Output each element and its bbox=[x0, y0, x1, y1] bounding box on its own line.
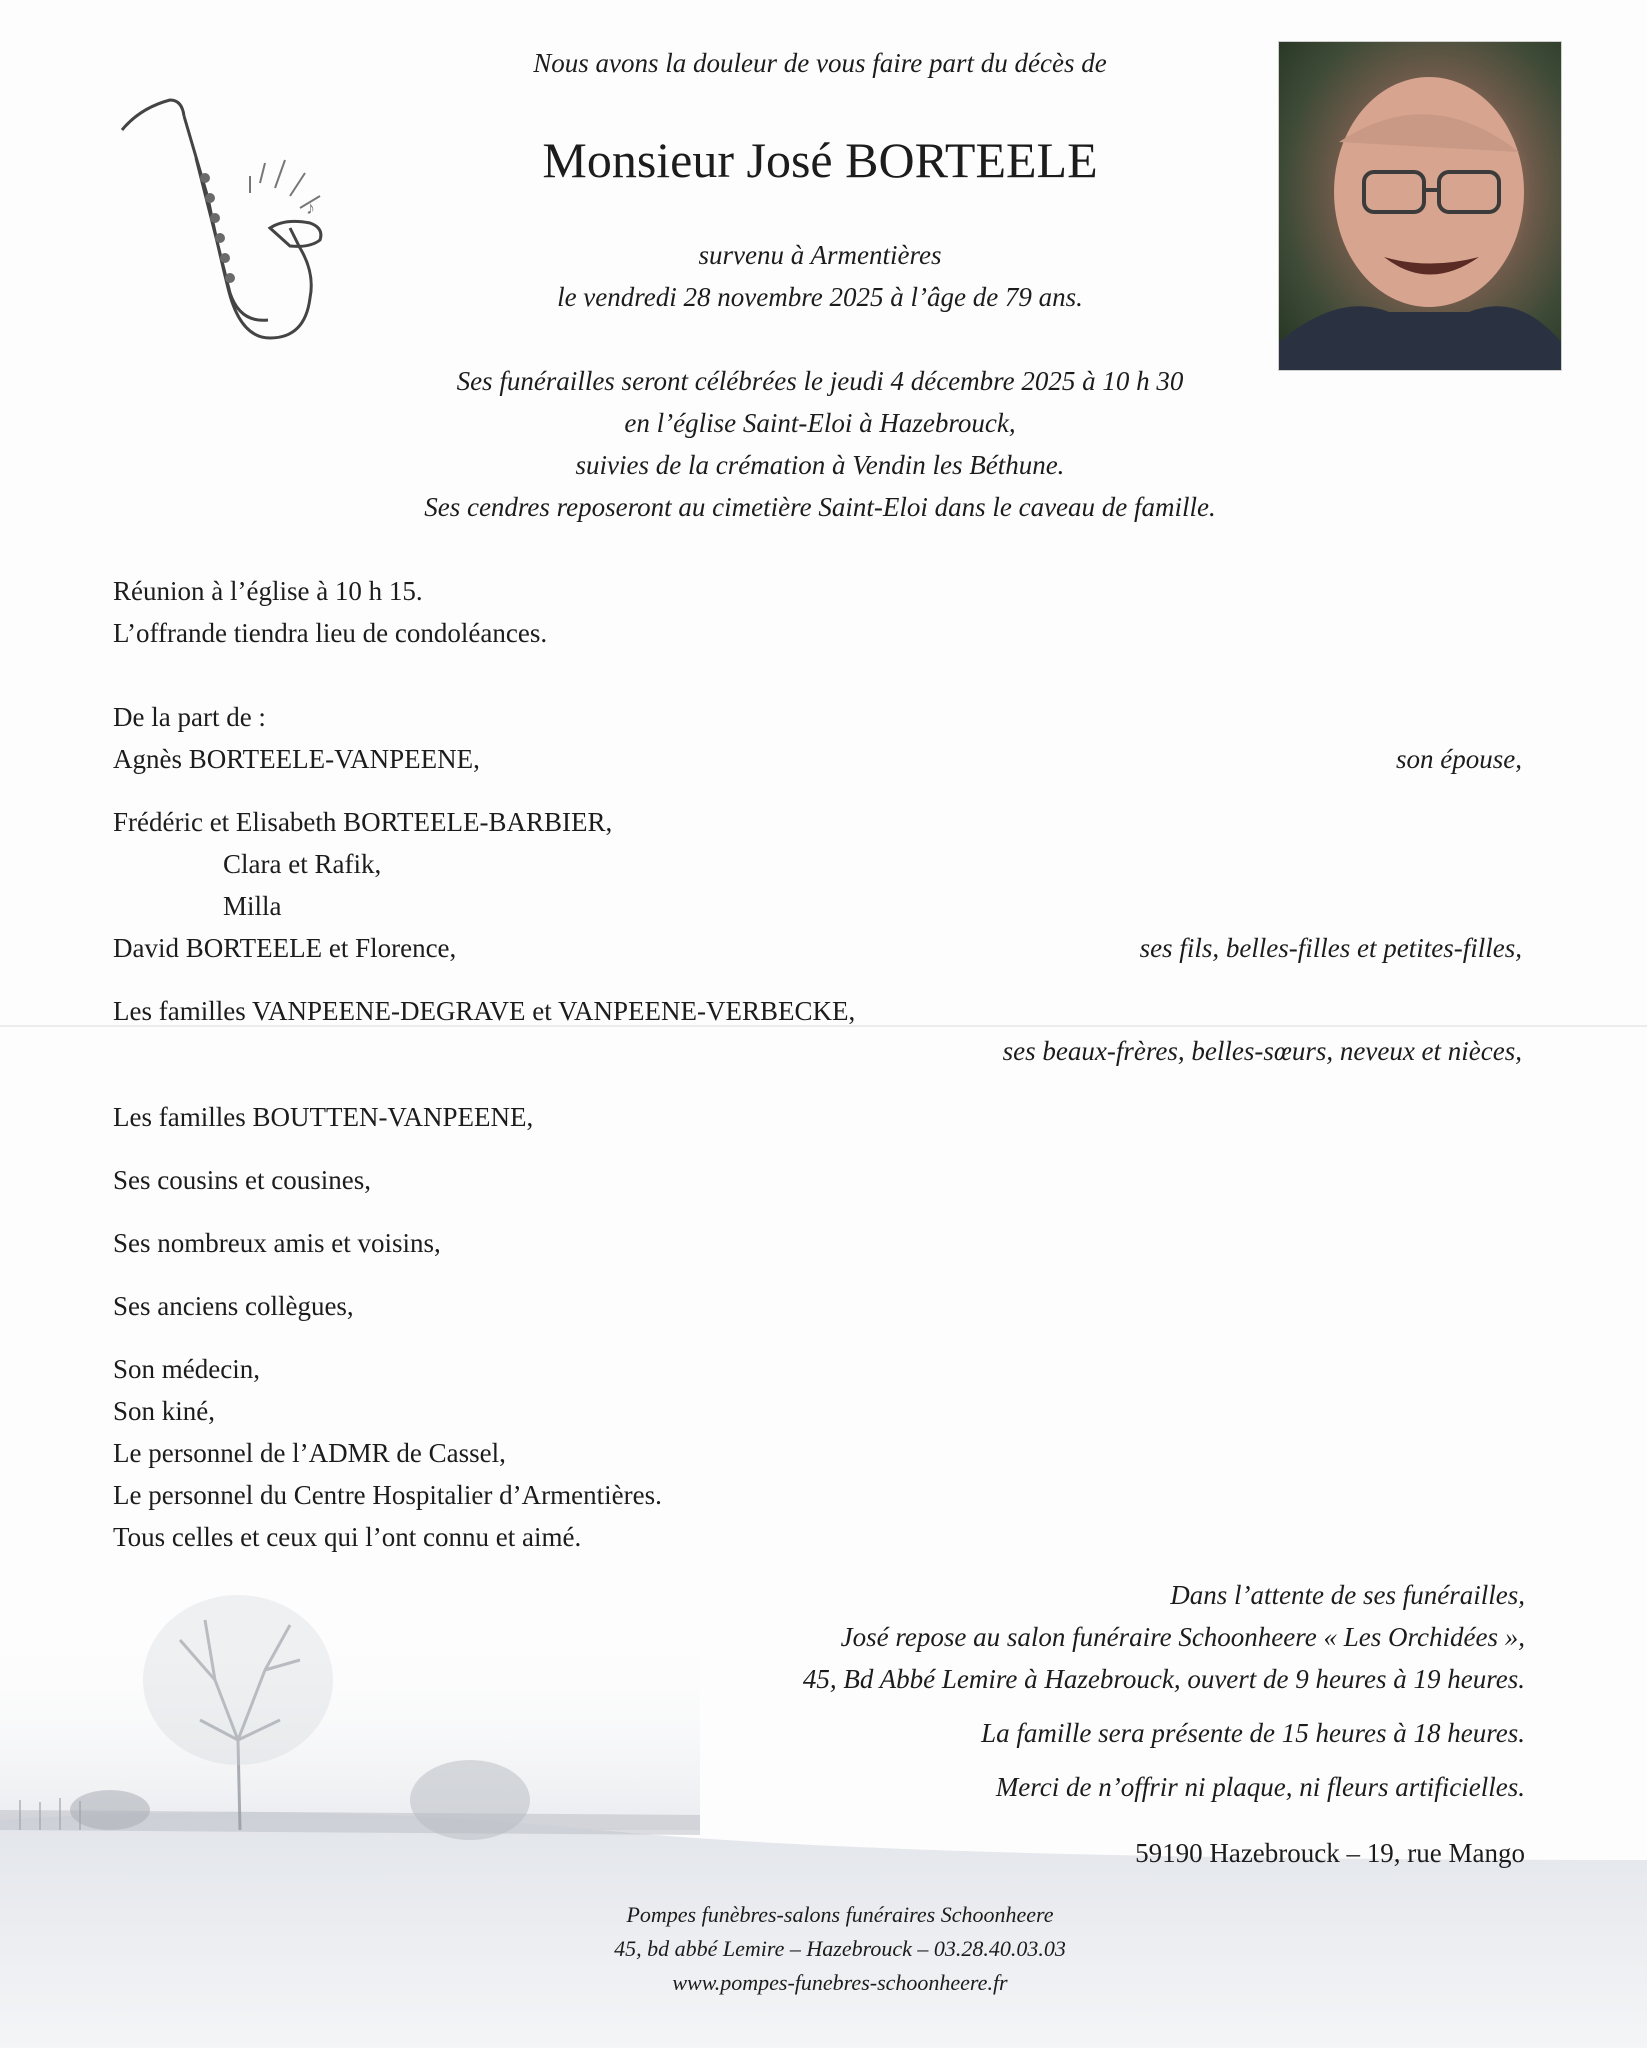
notice-line: José repose au salon funéraire Schoonheere « Les Orchidées », bbox=[840, 1622, 1525, 1652]
family-line: Clara et Rafik, bbox=[223, 849, 382, 879]
care-line: Le personnel du Centre Hospitalier d’Armentières. bbox=[113, 1480, 662, 1510]
family-line: Frédéric et Elisabeth BORTEELE-BARBIER, bbox=[113, 807, 613, 837]
care-line: Son médecin, bbox=[113, 1354, 260, 1384]
home-address: 59190 Hazebrouck – 19, rue Mango bbox=[1135, 1838, 1525, 1868]
family-line: Ses nombreux amis et voisins, bbox=[113, 1228, 441, 1258]
svg-text:♪: ♪ bbox=[306, 198, 315, 218]
family-line: David BORTEELE et Florence, bbox=[113, 933, 457, 963]
funeral-line: Ses cendres reposeront au cimetière Saint-Eloi dans le caveau de famille. bbox=[424, 492, 1216, 522]
care-line: Tous celles et ceux qui l’ont connu et aimé. bbox=[113, 1522, 582, 1552]
from-label: De la part de : bbox=[113, 702, 266, 732]
funeral-line: Ses funérailles seront célébrées le jeudi 4 décembre 2025 à 10 h 30 bbox=[456, 366, 1184, 396]
presence-note: La famille sera présente de 15 heures à 18 heures. bbox=[981, 1718, 1525, 1748]
family-line: Milla bbox=[223, 891, 282, 921]
death-place: survenu à Armentières bbox=[698, 240, 942, 270]
funeral-line: en l’église Saint-Eloi à Hazebrouck, bbox=[624, 408, 1016, 438]
care-line: Le personnel de l’ADMR de Cassel, bbox=[113, 1438, 506, 1468]
children-relation: ses fils, belles-filles et petites-filles, bbox=[1139, 933, 1522, 963]
footer-company: Pompes funèbres-salons funéraires Schoonheere bbox=[626, 1902, 1054, 1927]
family-line: Ses cousins et cousines, bbox=[113, 1165, 371, 1195]
notice-line: 45, Bd Abbé Lemire à Hazebrouck, ouvert de 9 heures à 19 heures. bbox=[802, 1664, 1525, 1694]
family-line: Les familles BOUTTEN-VANPEENE, bbox=[113, 1102, 534, 1132]
care-line: Son kiné, bbox=[113, 1396, 216, 1426]
notice-line: Dans l’attente de ses funérailles, bbox=[1170, 1580, 1525, 1610]
meeting-line: Réunion à l’église à 10 h 15. bbox=[113, 576, 423, 606]
footer-contact: 45, bd abbé Lemire – Hazebrouck – 03.28.40.03.03 bbox=[614, 1936, 1066, 1961]
spouse-name: Agnès BORTEELE-VANPEENE, bbox=[113, 744, 480, 774]
family-line: Ses anciens collègues, bbox=[113, 1291, 354, 1321]
intro-text: Nous avons la douleur de vous faire part du décès de bbox=[533, 48, 1107, 78]
spouse-relation: son épouse, bbox=[1396, 744, 1522, 774]
request-note: Merci de n’offrir ni plaque, ni fleurs artificielles. bbox=[995, 1772, 1525, 1802]
meeting-line: L’offrande tiendra lieu de condoléances. bbox=[113, 618, 548, 648]
footer-website[interactable]: www.pompes-funebres-schoonheere.fr bbox=[672, 1970, 1008, 1995]
funeral-line: suivies de la crémation à Vendin les Béthune. bbox=[575, 450, 1065, 480]
saxophone-icon bbox=[110, 88, 340, 358]
portrait-photo bbox=[1279, 42, 1561, 370]
family-line: Les familles VANPEENE-DEGRAVE et VANPEENE-VERBECKE, bbox=[113, 996, 856, 1026]
inlaws-relation: ses beaux-frères, belles-sœurs, neveux et nièces, bbox=[1002, 1036, 1522, 1066]
deceased-name: Monsieur José BORTEELE bbox=[542, 132, 1098, 188]
death-date: le vendredi 28 novembre 2025 à l’âge de 79 ans. bbox=[557, 282, 1083, 312]
